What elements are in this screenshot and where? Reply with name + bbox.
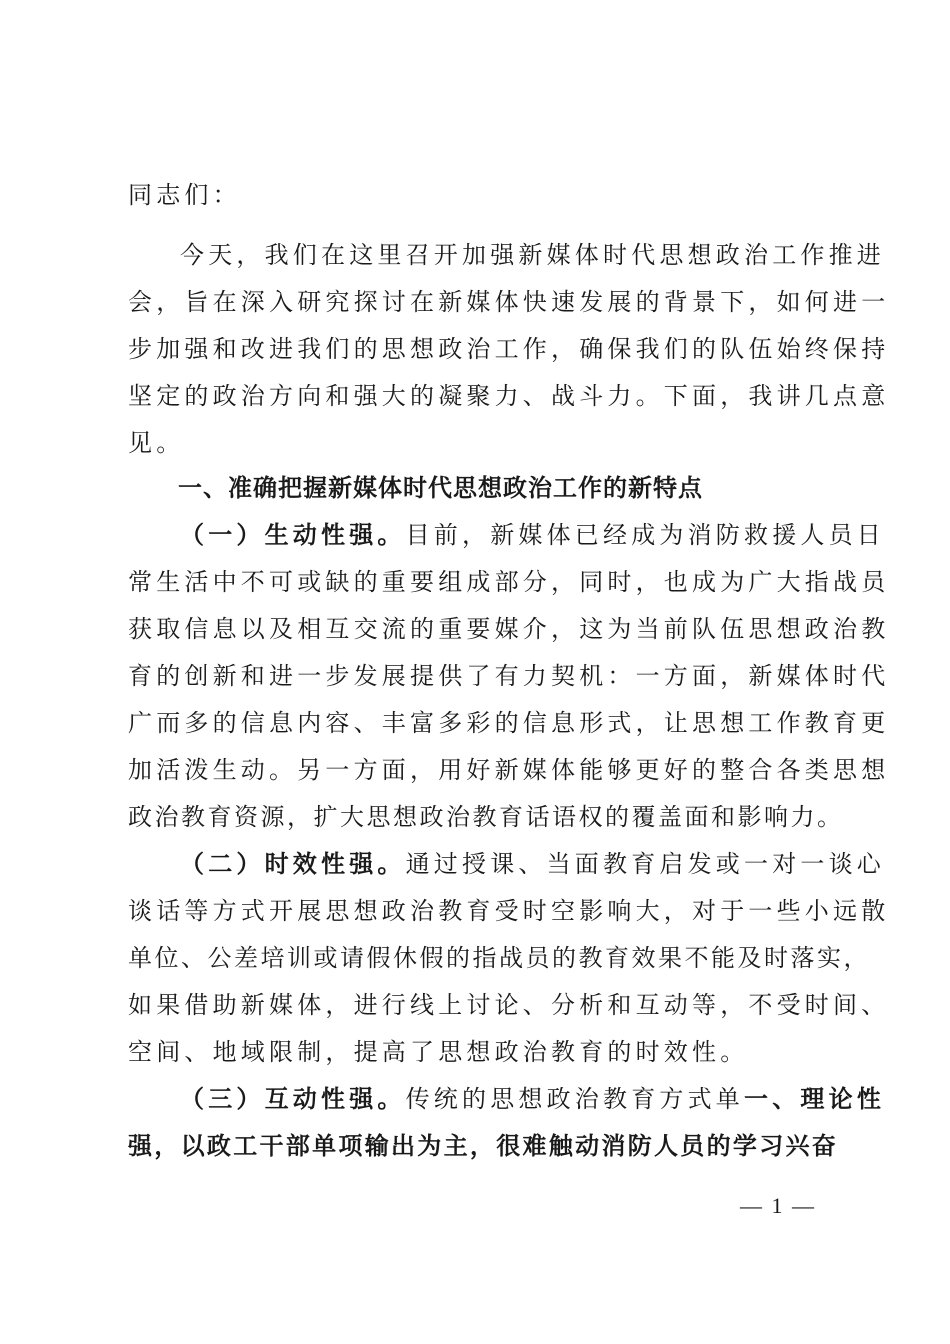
- page-number: — 1 —: [740, 1193, 816, 1218]
- sub2-line-5: 空间、地域限制，提高了思想政治教育的时效性。: [128, 1038, 749, 1066]
- sub1-line-3: 获取信息以及相互交流的重要媒介，这为当前队伍思想政治教: [128, 615, 890, 643]
- sub1-line-7: 政治教育资源，扩大思想政治教育话语权的覆盖面和影响力。: [128, 803, 844, 831]
- sub1-label: （一）生动性强。: [180, 521, 406, 549]
- intro-line-3: 步加强和改进我们的思想政治工作，确保我们的队伍始终保持: [128, 335, 890, 363]
- sub3-line-2: 强，以政工干部单项输出为主，很难触动消防人员的学习兴奋: [128, 1132, 839, 1160]
- sub2-line-4: 如果借助新媒体，进行线上讨论、分析和互动等，不受时间、: [128, 991, 890, 1019]
- sub2-label: （二）时效性强。: [180, 850, 406, 878]
- sub2-line-2: 谈话等方式开展思想政治教育受时空影响大，对于一些小远散: [128, 897, 890, 925]
- intro-line-2: 会，旨在深入研究探讨在新媒体快速发展的背景下，如何进一: [128, 288, 890, 316]
- intro-line-5: 见。: [128, 429, 185, 457]
- sub2-first-line-text: 通过授课、当面教育启发或一对一谈心: [405, 850, 886, 878]
- sub2-line-3: 单位、公差培训或请假休假的指战员的教育效果不能及时落实，: [128, 944, 870, 972]
- sub2-first-line: [180, 849, 886, 879]
- sub3-label: （三）互动性强。: [180, 1085, 406, 1113]
- sub1-first-line: [180, 520, 886, 550]
- sub3-first-line-text: 传统的思想政治教育方式单: [405, 1085, 745, 1113]
- sub3-first-line: [180, 1084, 886, 1114]
- intro-line-1: 今天，我们在这里召开加强新媒体时代思想政治工作推进: [180, 241, 885, 269]
- section-heading-1: 一、准确把握新媒体时代思想政治工作的新特点: [178, 474, 703, 502]
- salutation: 同志们：: [128, 181, 241, 209]
- sub1-first-line-text: 目前，新媒体已经成为消防救援人员日: [405, 521, 886, 549]
- intro-line-4: 坚定的政治方向和强大的凝聚力、战斗力。下面，我讲几点意: [128, 382, 890, 410]
- sub1-line-5: 广而多的信息内容、丰富多彩的信息形式，让思想工作教育更: [128, 709, 890, 737]
- sub1-line-2: 常生活中不可或缺的重要组成部分，同时，也成为广大指战员: [128, 568, 890, 596]
- sub3-first-line-bold: 一、理论性: [744, 1085, 886, 1113]
- sub1-line-6: 加活泼生动。另一方面，用好新媒体能够更好的整合各类思想: [128, 756, 890, 784]
- sub1-line-4: 育的创新和进一步发展提供了有力契机：一方面，新媒体时代: [128, 662, 890, 690]
